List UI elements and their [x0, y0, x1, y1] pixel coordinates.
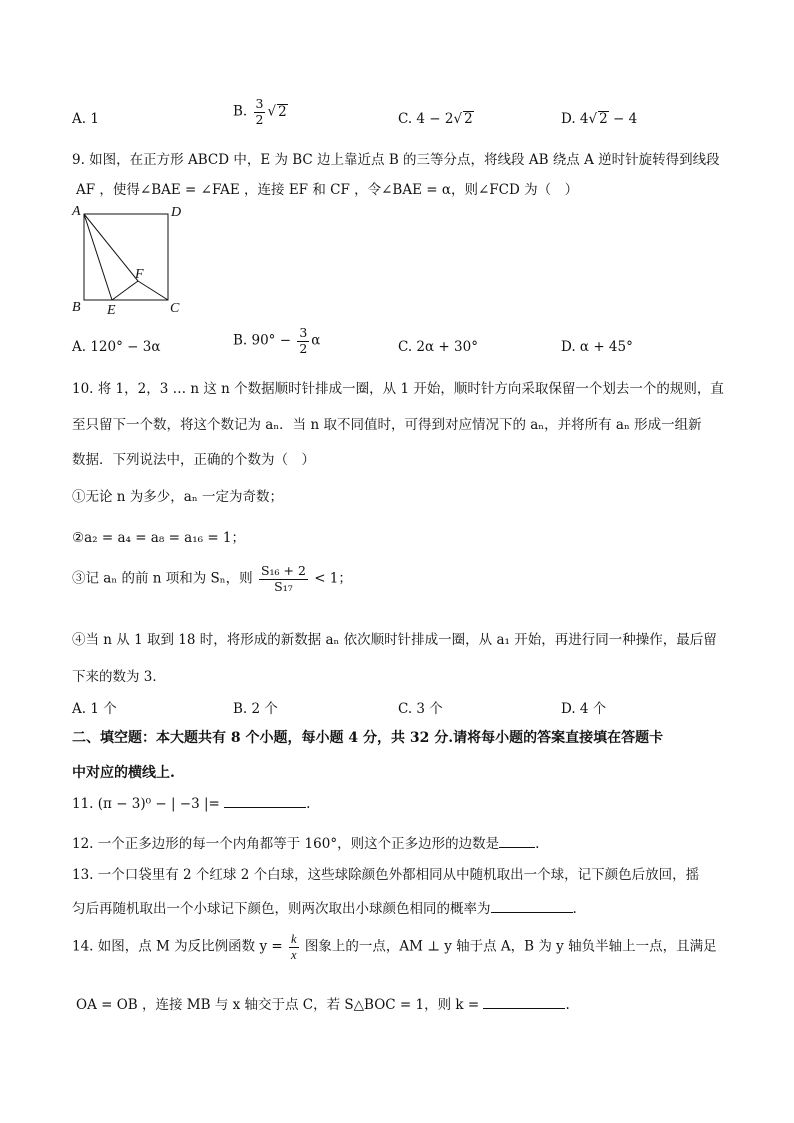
q10-statement-1: ①无论 n 为多少，aₙ 一定为奇数； [72, 489, 283, 505]
q8-option-b-root: 2 [278, 103, 287, 120]
q10-option-d: D. 4 个 [561, 701, 607, 717]
q14-line1: 14. 如图，点 M 为反比例函数 y = $\frac{k}{x}$ 图象上的一点，AM ⊥ y 轴于点 A，B 为 y 轴负半轴上一点，且满足 [72, 932, 717, 962]
q10-statement-2: ②a₂ = a₄ = a₈ = a₁₆ = 1； [72, 530, 246, 546]
q11: 11. (π − 3)⁰ − | −3 |= . [72, 796, 311, 812]
q9-option-c: C. 2α + 30° [398, 339, 478, 355]
q14-answer-blank[interactable] [483, 998, 565, 1009]
q13-line1: 13. 一个口袋里有 2 个红球 2 个白球，这些球除颜色外都相同从中随机取出一个球，记下颜色后放回，摇 [72, 867, 700, 883]
q9-option-b: B. 90° − $\frac{3}{2}$ α [233, 325, 321, 356]
q13-answer-blank[interactable] [491, 902, 573, 913]
q10-option-c: C. 3 个 [398, 701, 443, 717]
q9-option-a: A. 120° − 3α [72, 339, 161, 355]
q8-option-b-label: B. [233, 103, 248, 120]
label-f: F [135, 267, 144, 282]
square-abcd [84, 214, 168, 300]
q8-option-d: D. 4√ 2 − 4 [561, 111, 638, 127]
segment-ae [84, 214, 112, 300]
segment-af [84, 214, 138, 281]
q9-option-d: D. α + 45° [561, 339, 633, 355]
q10-stem-line1: 10. 将 1，2，3 … n 这 n 个数据顺时针排成一圈，从 1 开始，顺时针方向采取保留一个划去一个的规则，直 [72, 381, 724, 397]
q10-stem-line2: 至只留下一个数，将这个数记为 aₙ．当 n 取不同值时，可得到对应情况下的 aₙ，并将所有 aₙ 形成一组新 [72, 417, 702, 433]
q10-option-a: A. 1 个 [72, 701, 117, 717]
label-c: C [170, 301, 180, 315]
label-b: B [72, 300, 81, 315]
label-a: A [72, 204, 81, 219]
segment-ef [112, 281, 138, 300]
segment-fc [138, 281, 168, 300]
q9-stem-line1: 9. 如图，在正方形 ABCD 中，E 为 BC 边上靠近点 B 的三等分点，将线段 AB 绕点 A 逆时针旋转得到线段 [72, 152, 720, 168]
q8-option-b: B. $\frac{3}{2}$ √ 2 [233, 96, 287, 127]
q12: 12. 一个正多边形的每一个内角都等于 160°，则这个正多边形的边数是 . [72, 836, 540, 852]
q10-statement-4-line2: 下来的数为 3． [72, 669, 166, 685]
section2-heading-line2: 中对应的横线上. [72, 765, 175, 781]
q8-option-b-fraction: $\frac{3}{2}$ [255, 96, 264, 127]
q9-geometry-figure [68, 203, 198, 315]
q8-option-a: A. 1 [72, 111, 99, 127]
q11-answer-blank[interactable] [224, 797, 306, 808]
q10-statement-3: ③记 aₙ 的前 n 项和为 Sₙ，则 $\frac{\text{S₁₆ + 2}}{\text{S₁₇}}$ < 1； [72, 563, 352, 594]
label-d: D [171, 205, 182, 220]
q12-answer-blank[interactable] [499, 837, 535, 848]
q10-stem-line3: 数据．下列说法中，正确的个数为（ ） [72, 452, 315, 468]
q9-stem-line2: AF ，使得∠BAE = ∠FAE ，连接 EF 和 CF ，令∠BAE = α，则∠FCD 为（ ） [76, 182, 579, 198]
section2-heading-line1: 二、填空题：本大题共有 8 个小题，每小题 4 分，共 32 分.请将每小题的答案直接填在答题卡 [72, 730, 664, 746]
q14-line2: OA = OB ，连接 MB 与 x 轴交于点 C，若 S△BOC = 1，则 k = . [76, 997, 570, 1013]
q8-option-c: C. 4 − 2√ 2 [398, 111, 473, 127]
q10-statement-4-line1: ④当 n 从 1 取到 18 时，将形成的新数据 aₙ 依次顺时针排成一圈，从 a₁ 开始，再进行同一种操作，最后留 [72, 632, 717, 648]
label-e: E [107, 303, 116, 315]
q10-option-b: B. 2 个 [233, 701, 278, 717]
q13-line2: 匀后再随机取出一个小球记下颜色，则两次取出小球颜色相同的概率为 . [72, 901, 577, 917]
